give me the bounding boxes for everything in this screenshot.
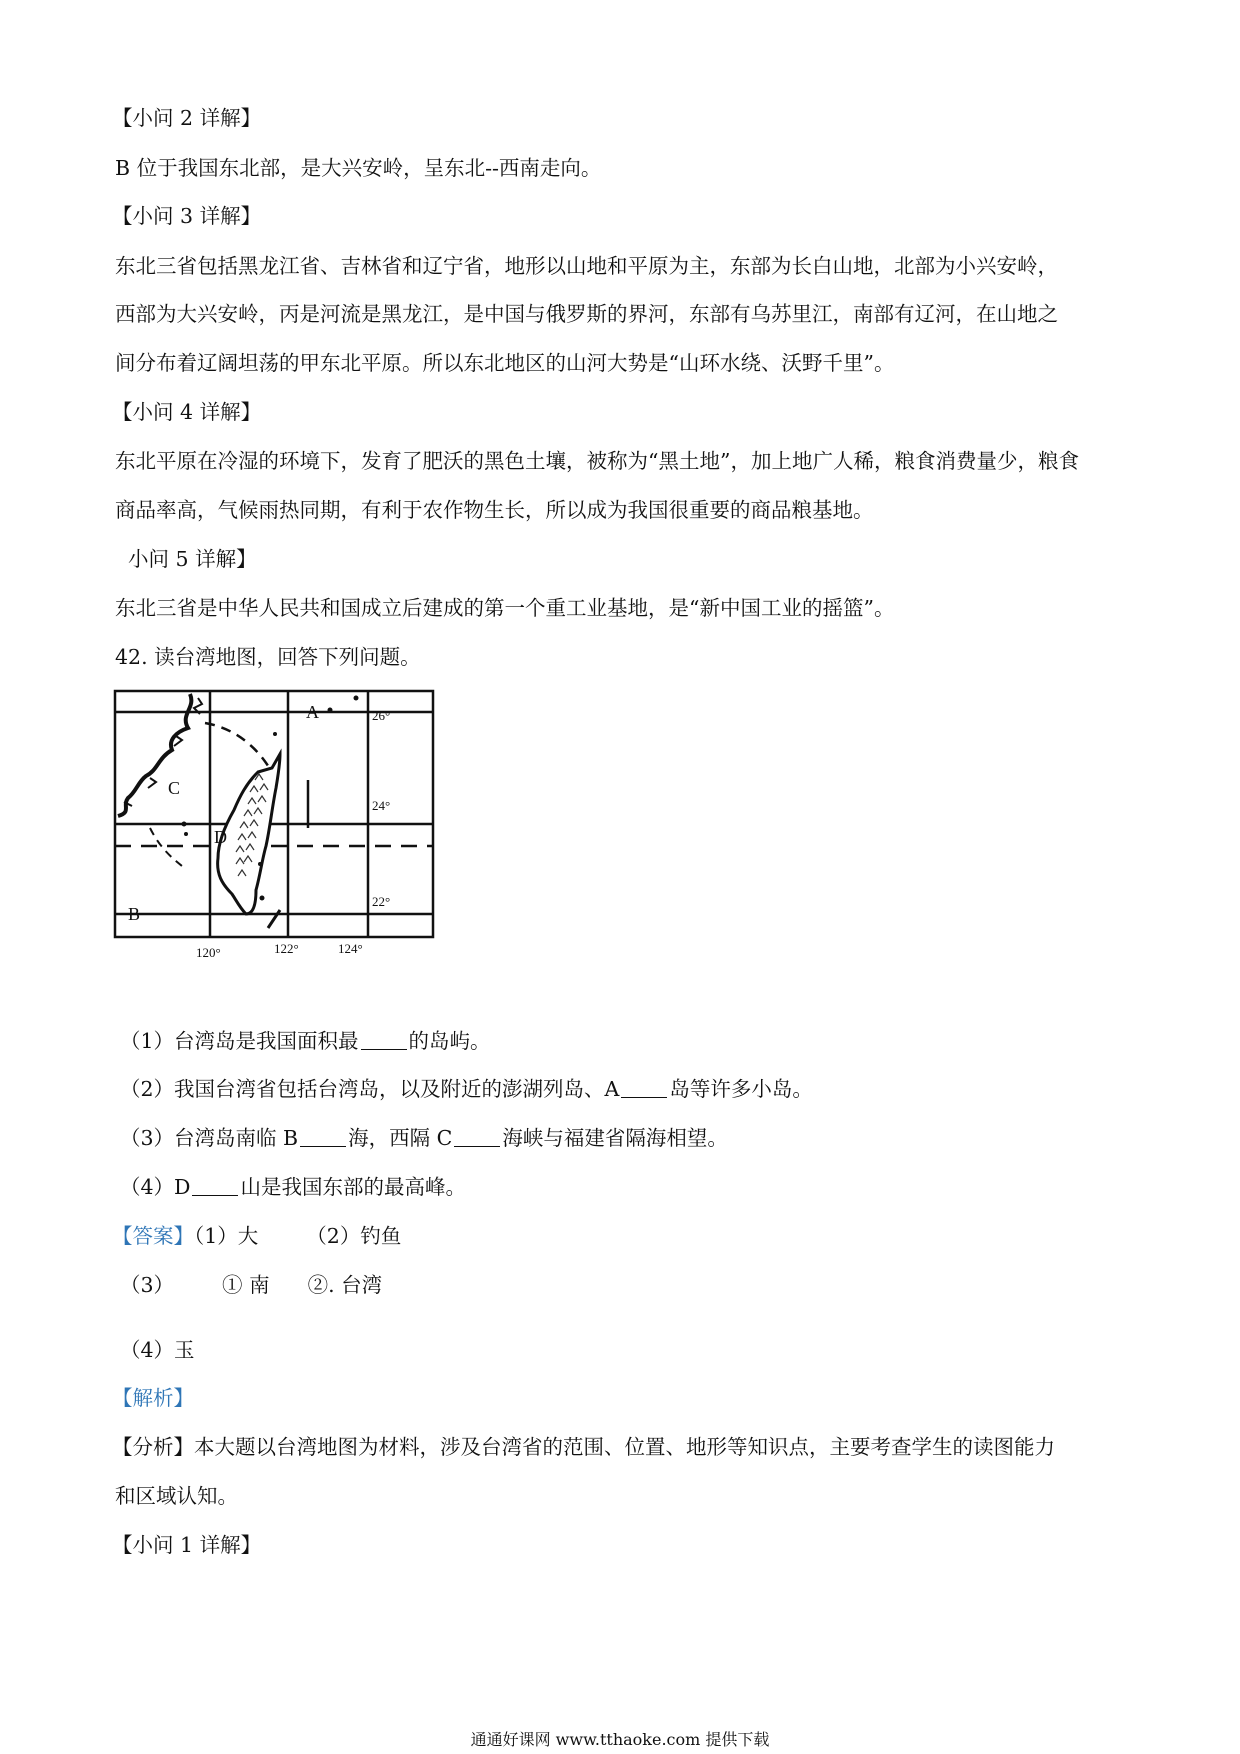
chiwei-island-dot xyxy=(354,696,359,701)
lat-tick-22: 22° xyxy=(372,894,391,909)
answer-line-1 xyxy=(112,1222,401,1250)
subquestion-4 xyxy=(120,1173,466,1201)
answer-label: 【答案】 xyxy=(112,1224,194,1248)
subquestion-3 xyxy=(120,1124,728,1152)
subquestion-2-prefix: （2）我国台湾省包括台湾岛，以及附近的澎湖列岛、A xyxy=(120,1077,620,1101)
question-42-title: 42. 读台湾地图，回答下列问题。 xyxy=(115,645,421,669)
analysis-fenxi-line2: 和区域认知。 xyxy=(115,1484,238,1508)
map-label-a: A xyxy=(306,702,319,722)
lat-tick-26: 26° xyxy=(372,708,391,723)
q4-body-line1: 东北平原在冷湿的环境下，发育了肥沃的黑色土壤，被称为“黑土地”，加上地广人稀，粮食消费量少，粮食 xyxy=(115,449,1079,473)
subquestion-3-suffix: 海峡与福建省隔海相望。 xyxy=(502,1126,728,1150)
islet-dot xyxy=(273,732,277,736)
lanyu-dot xyxy=(260,896,265,901)
answer-blank xyxy=(300,1126,346,1147)
subquestion-3-middle: 海，西隔 C xyxy=(348,1126,453,1150)
subquestion-3-prefix: （3）台湾岛南临 B xyxy=(120,1126,299,1150)
answer-blank xyxy=(621,1077,667,1098)
answer-3-1: ① 南 xyxy=(222,1273,270,1297)
subquestion-1 xyxy=(120,1027,491,1055)
q3-header: 【小问 3 详解】 xyxy=(112,204,262,228)
q2-body: B 位于我国东北部，是大兴安岭，呈东北--西南走向。 xyxy=(115,156,602,180)
answer-blank xyxy=(454,1126,500,1147)
answer-blank xyxy=(192,1175,238,1196)
subquestion-1-suffix: 的岛屿。 xyxy=(408,1029,491,1053)
analysis-fenxi-line1: 【分析】本大题以台湾地图为材料，涉及台湾省的范围、位置、地形等知识点，主要考查学生的读图能力 xyxy=(112,1435,1055,1459)
diaoyu-island-dot xyxy=(328,708,333,713)
q5-header: 小问 5 详解】 xyxy=(128,547,257,571)
q3-body-line2: 西部为大兴安岭，丙是河流是黑龙江，是中国与俄罗斯的界河，东部有乌苏里江，南部有辽河，在山地之 xyxy=(115,302,1058,326)
penghu-dot-2 xyxy=(184,832,188,836)
subquestion-4-prefix: （4）D xyxy=(120,1175,191,1199)
answer-line-4: （4）玉 xyxy=(120,1338,195,1362)
subquestion-4-suffix: 山是我国东部的最高峰。 xyxy=(240,1175,466,1199)
subquestion-1-prefix: （1）台湾岛是我国面积最 xyxy=(120,1029,359,1053)
lon-tick-120: 120° xyxy=(196,945,221,960)
answer-1: （1）大 xyxy=(194,1224,259,1248)
taiwan-map xyxy=(110,688,440,962)
map-label-d: D xyxy=(214,827,227,847)
q3-body-line1: 东北三省包括黑龙江省、吉林省和辽宁省，地形以山地和平原为主，东部为长白山地，北部为小兴安岭， xyxy=(115,254,1058,278)
q4-header: 【小问 4 详解】 xyxy=(112,400,262,424)
islet-dot-2 xyxy=(258,862,262,866)
subquestion-2 xyxy=(120,1075,813,1103)
map-label-c: C xyxy=(168,778,181,798)
answer-line-3 xyxy=(120,1271,382,1299)
answer-2: （2）钓鱼 xyxy=(306,1224,402,1248)
q1-header: 【小问 1 详解】 xyxy=(112,1533,262,1557)
q5-body: 东北三省是中华人民共和国成立后建成的第一个重工业基地，是“新中国工业的摇篮”。 xyxy=(115,596,895,620)
q3-body-line3: 间分布着辽阔坦荡的甲东北平原。所以东北地区的山河大势是“山环水绕、沃野千里”。 xyxy=(115,351,895,375)
lon-tick-124: 124° xyxy=(338,941,363,956)
q2-header: 【小问 2 详解】 xyxy=(112,106,262,130)
q4-body-line2: 商品率高，气候雨热同期，有利于农作物生长，所以成为我国很重要的商品粮基地。 xyxy=(115,498,874,522)
lat-tick-24: 24° xyxy=(372,798,391,813)
answer-3-prefix: （3） xyxy=(120,1273,175,1297)
analysis-label: 【解析】 xyxy=(112,1386,194,1410)
answer-3-2: ②. 台湾 xyxy=(307,1273,383,1297)
footer-credit: 通通好课网 www.tthaoke.com 提供下载 xyxy=(470,1730,770,1749)
penghu-dot-1 xyxy=(182,822,187,827)
island-stroke-south xyxy=(268,910,280,928)
map-label-b: B xyxy=(128,904,141,924)
lon-tick-122: 122° xyxy=(274,941,299,956)
answer-blank xyxy=(361,1029,407,1050)
subquestion-2-suffix: 岛等许多小岛。 xyxy=(669,1077,813,1101)
